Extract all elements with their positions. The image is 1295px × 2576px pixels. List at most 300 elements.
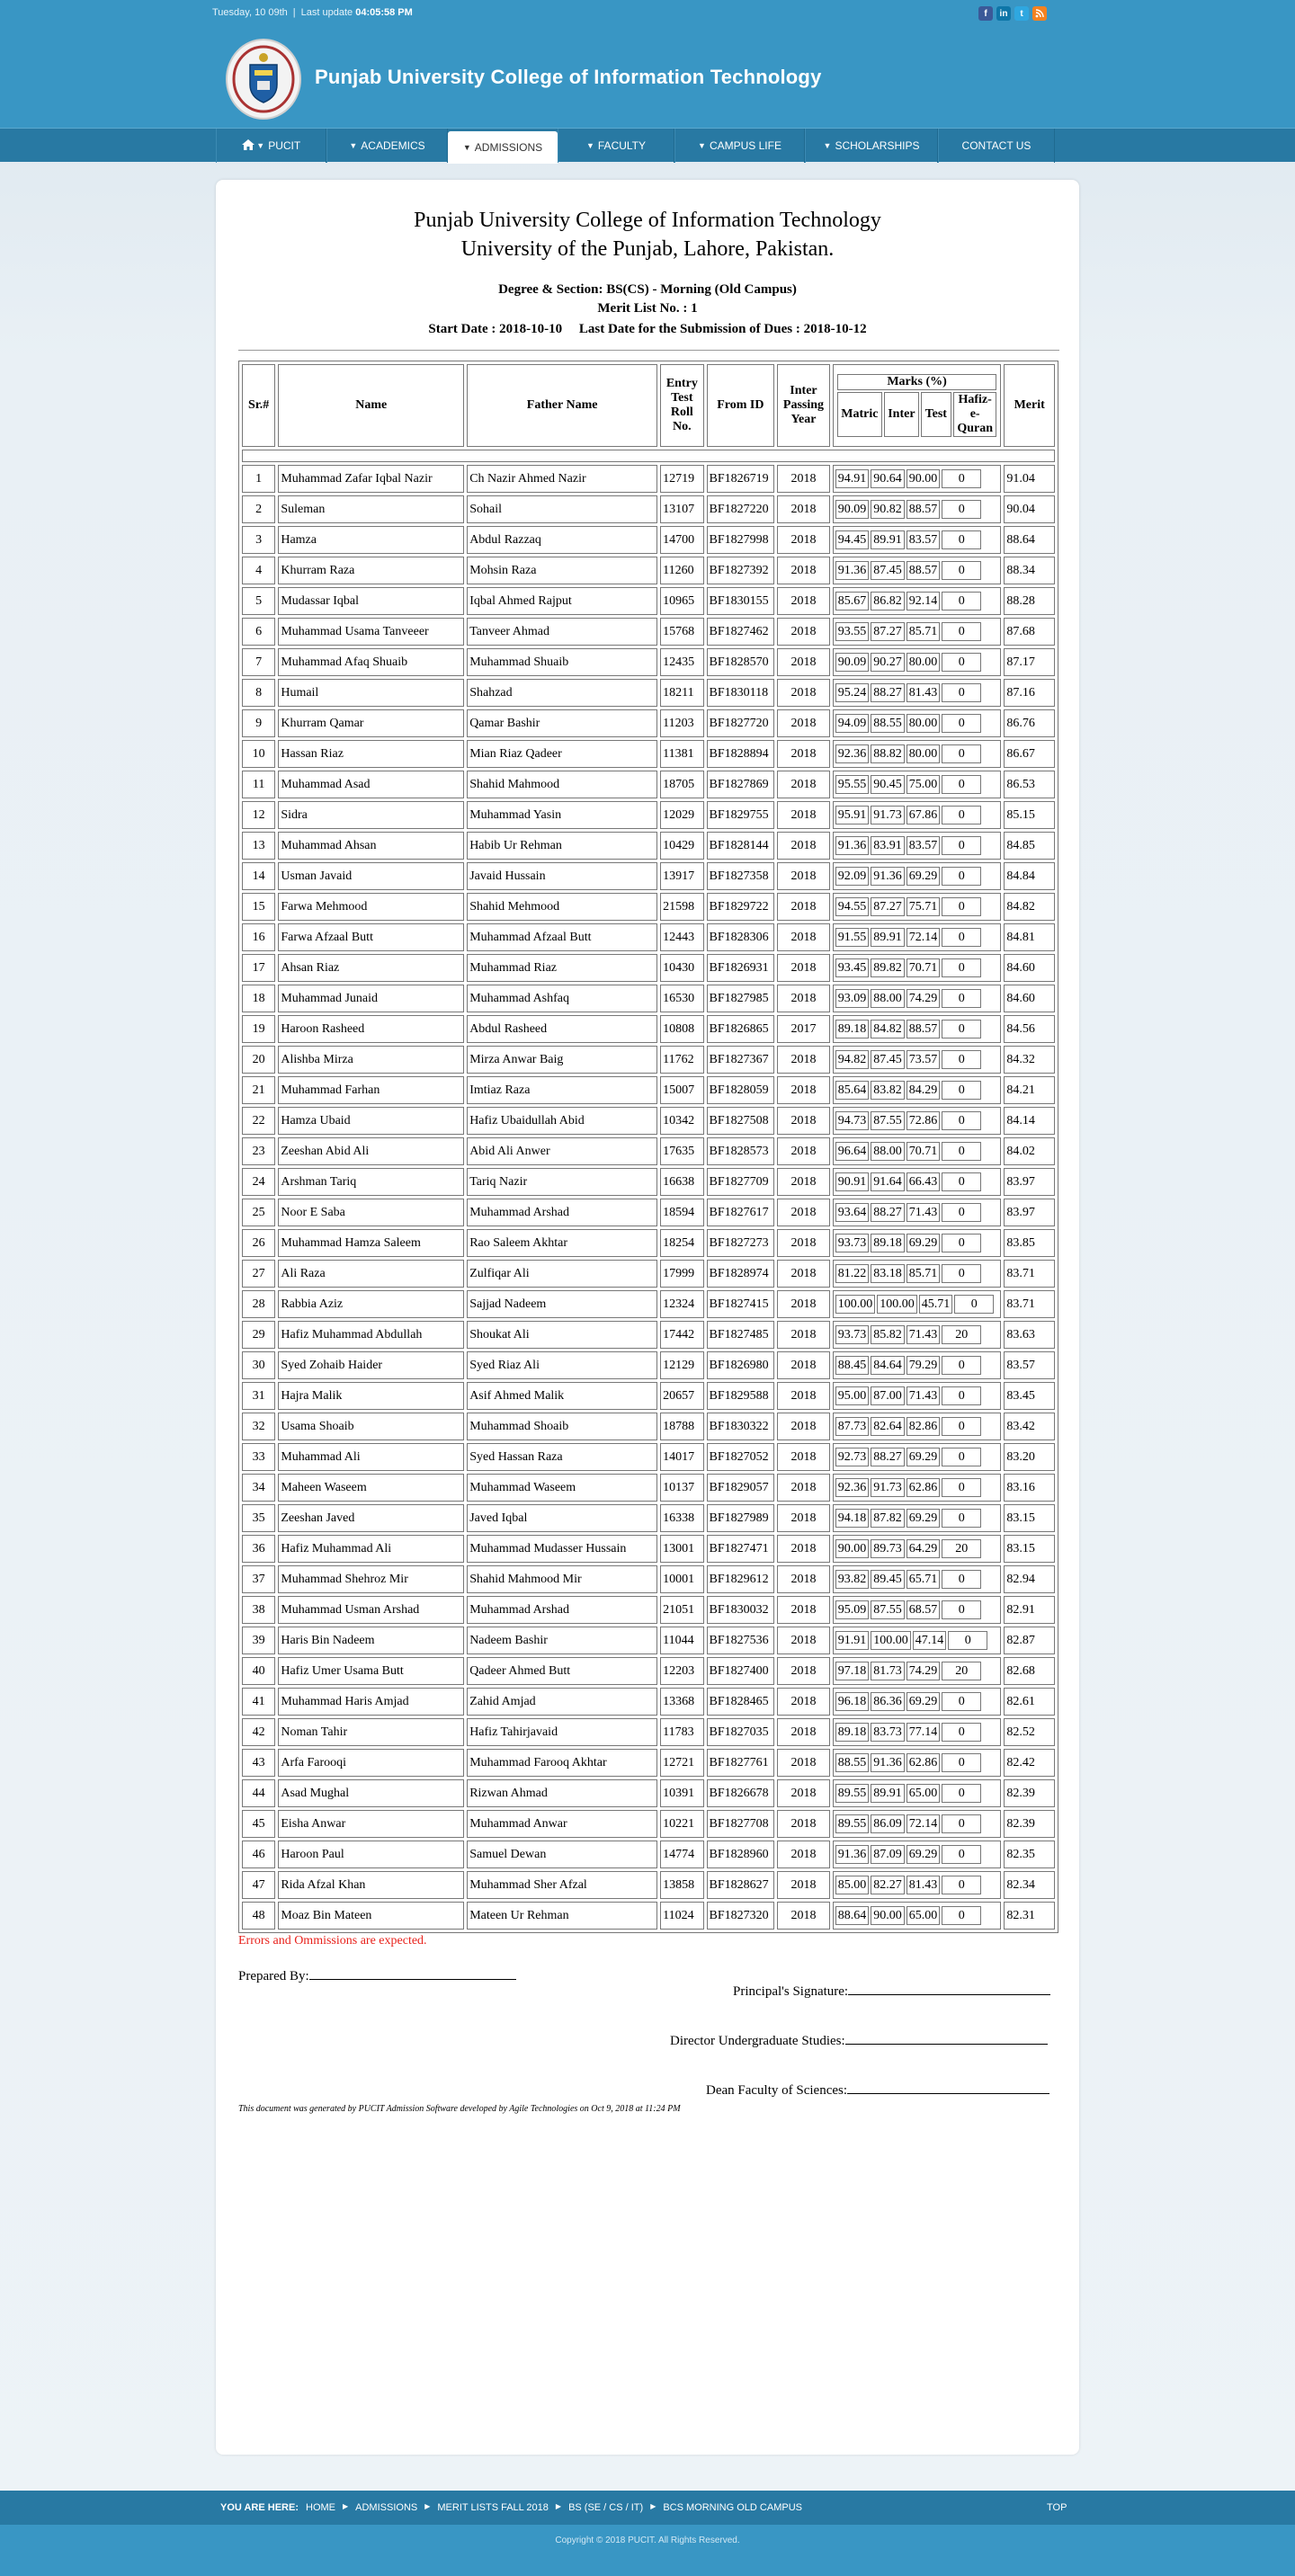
cell-test: 85.71 bbox=[906, 1264, 941, 1283]
col-inter-year: Inter Passing Year bbox=[777, 364, 830, 447]
marks-inner-table bbox=[834, 498, 984, 521]
cell-sr: 15 bbox=[242, 893, 275, 921]
cell-hafiz: 0 bbox=[942, 1570, 981, 1589]
cell-marks bbox=[833, 862, 1002, 890]
cell-marks bbox=[833, 465, 1002, 493]
cell-roll-no: 16530 bbox=[660, 985, 703, 1012]
cell-matric: 87.73 bbox=[835, 1417, 870, 1436]
cell-hafiz: 0 bbox=[942, 897, 981, 916]
cell-sr: 27 bbox=[242, 1260, 275, 1288]
cell-father-name: Nadeem Bashir bbox=[467, 1627, 657, 1654]
cell-matric: 95.00 bbox=[835, 1386, 870, 1405]
nav-contact-us[interactable] bbox=[938, 129, 1055, 163]
cell-inter-year: 2018 bbox=[777, 1841, 830, 1868]
cell-matric: 91.36 bbox=[835, 1845, 870, 1864]
cell-sr: 41 bbox=[242, 1688, 275, 1716]
cell-merit: 82.68 bbox=[1004, 1657, 1055, 1685]
cell-father-name: Qadeer Ahmed Butt bbox=[467, 1657, 657, 1685]
nav-scholarships[interactable] bbox=[805, 129, 938, 163]
cell-marks bbox=[833, 679, 1002, 707]
cell-test: 80.00 bbox=[906, 653, 941, 672]
cell-inter: 87.55 bbox=[871, 1600, 905, 1619]
cell-sr: 6 bbox=[242, 618, 275, 646]
cell-test: 45.71 bbox=[919, 1295, 953, 1314]
cell-inter-year: 2018 bbox=[777, 648, 830, 676]
cell-matric: 97.18 bbox=[835, 1662, 870, 1680]
cell-matric: 93.09 bbox=[835, 989, 870, 1008]
marks-header bbox=[835, 372, 999, 439]
cell-father-name: Muhammad Arshad bbox=[467, 1596, 657, 1624]
cell-father-name: Shahzad bbox=[467, 679, 657, 707]
cell-father-name: Muhammad Shoaib bbox=[467, 1413, 657, 1440]
cell-hafiz: 0 bbox=[942, 867, 981, 886]
cell-inter-year: 2018 bbox=[777, 740, 830, 768]
last-update-time: 04:05:58 PM bbox=[355, 7, 413, 18]
cell-name: Usman Javaid bbox=[278, 862, 464, 890]
cell-roll-no: 14700 bbox=[660, 526, 703, 554]
nav-label: ADMISSIONS bbox=[474, 141, 543, 154]
cell-name: Rabbia Aziz bbox=[278, 1290, 464, 1318]
cell-sr: 1 bbox=[242, 465, 275, 493]
col-test: Test bbox=[921, 392, 951, 437]
cell-merit: 83.15 bbox=[1004, 1535, 1055, 1563]
cell-sr: 30 bbox=[242, 1351, 275, 1379]
cell-merit: 84.82 bbox=[1004, 893, 1055, 921]
cell-inter: 89.45 bbox=[871, 1570, 905, 1589]
cell-inter-year: 2018 bbox=[777, 771, 830, 798]
cell-hafiz: 0 bbox=[942, 1784, 981, 1803]
cell-inter-year: 2018 bbox=[777, 526, 830, 554]
breadcrumb-label: YOU ARE HERE: bbox=[220, 2502, 299, 2513]
cell-inter: 87.45 bbox=[871, 561, 905, 580]
cell-matric: 94.73 bbox=[835, 1111, 870, 1130]
nav-campus-life[interactable] bbox=[674, 129, 805, 163]
signature-line bbox=[309, 1979, 516, 1980]
chevron-right-icon: ▶ bbox=[650, 2502, 656, 2510]
cell-roll-no: 10429 bbox=[660, 832, 703, 860]
cell-inter: 84.82 bbox=[871, 1020, 905, 1038]
cell-inter-year: 2018 bbox=[777, 1902, 830, 1930]
cell-name: Maheen Waseem bbox=[278, 1474, 464, 1502]
cell-inter: 84.64 bbox=[871, 1356, 905, 1375]
cell-merit: 84.60 bbox=[1004, 985, 1055, 1012]
cell-sr: 14 bbox=[242, 862, 275, 890]
cell-form-id: BF1828059 bbox=[707, 1076, 775, 1104]
cell-merit: 82.42 bbox=[1004, 1749, 1055, 1777]
cell-roll-no: 13368 bbox=[660, 1688, 703, 1716]
cell-hafiz: 0 bbox=[942, 500, 981, 519]
cell-test: 81.43 bbox=[906, 683, 941, 702]
cell-merit: 82.61 bbox=[1004, 1688, 1055, 1716]
cell-marks bbox=[833, 1290, 1002, 1318]
marks-inner-table bbox=[834, 1385, 984, 1407]
cell-merit: 86.76 bbox=[1004, 709, 1055, 737]
cell-inter: 100.00 bbox=[871, 1631, 911, 1650]
cell-inter-year: 2018 bbox=[777, 1076, 830, 1104]
signature-line bbox=[847, 2093, 1049, 2094]
nav-label: PUCIT bbox=[268, 139, 301, 152]
table-row bbox=[242, 1718, 1055, 1746]
breadcrumb-bs[interactable]: BS (SE / CS / IT) bbox=[568, 2502, 644, 2513]
divider bbox=[238, 350, 1059, 351]
cell-form-id: BF1827761 bbox=[707, 1749, 775, 1777]
cell-father-name: Tanveer Ahmad bbox=[467, 618, 657, 646]
cell-sr: 37 bbox=[242, 1565, 275, 1593]
cell-name: Farwa Mehmood bbox=[278, 893, 464, 921]
cell-merit: 87.68 bbox=[1004, 618, 1055, 646]
cell-sr: 34 bbox=[242, 1474, 275, 1502]
nav-academics[interactable] bbox=[326, 129, 448, 163]
cell-form-id: BF1826719 bbox=[707, 465, 775, 493]
cell-father-name: Javed Iqbal bbox=[467, 1504, 657, 1532]
cell-sr: 10 bbox=[242, 740, 275, 768]
table-row bbox=[242, 1168, 1055, 1196]
cell-inter: 88.55 bbox=[871, 714, 905, 733]
linkedin-icon[interactable]: in bbox=[996, 6, 1011, 21]
cell-form-id: BF1829755 bbox=[707, 801, 775, 829]
cell-hafiz: 0 bbox=[942, 958, 981, 977]
marks-inner-table bbox=[834, 1171, 984, 1193]
cell-father-name: Muhammad Afzaal Butt bbox=[467, 923, 657, 951]
cell-inter: 87.27 bbox=[871, 897, 905, 916]
cell-inter-year: 2018 bbox=[777, 1168, 830, 1196]
cell-hafiz: 0 bbox=[942, 1081, 981, 1100]
facebook-icon[interactable]: f bbox=[978, 6, 993, 21]
cell-marks bbox=[833, 771, 1002, 798]
cell-marks bbox=[833, 1627, 1002, 1654]
cell-inter: 88.00 bbox=[871, 989, 905, 1008]
cell-test: 75.00 bbox=[906, 775, 941, 794]
cell-hafiz: 0 bbox=[942, 1845, 981, 1864]
cell-name: Muhammad Hamza Saleem bbox=[278, 1229, 464, 1257]
cell-inter-year: 2018 bbox=[777, 1199, 830, 1226]
cell-marks bbox=[833, 1443, 1002, 1471]
cell-name: Alishba Mirza bbox=[278, 1046, 464, 1074]
cell-test: 71.43 bbox=[906, 1386, 941, 1405]
cell-roll-no: 16338 bbox=[660, 1504, 703, 1532]
cell-marks bbox=[833, 954, 1002, 982]
cell-marks bbox=[833, 1107, 1002, 1135]
table-row bbox=[242, 557, 1055, 584]
table-row bbox=[242, 679, 1055, 707]
table-row bbox=[242, 771, 1055, 798]
cell-test: 65.71 bbox=[906, 1570, 941, 1589]
cell-name: Hafiz Muhammad Ali bbox=[278, 1535, 464, 1563]
marks-title: Marks (%) bbox=[837, 374, 997, 390]
cell-test: 71.43 bbox=[906, 1203, 941, 1222]
marks-inner-table bbox=[834, 1813, 984, 1835]
cell-inter: 89.82 bbox=[871, 958, 905, 977]
breadcrumb-home[interactable]: HOME bbox=[306, 2502, 335, 2513]
cell-father-name: Muhammad Sher Afzal bbox=[467, 1871, 657, 1899]
cell-merit: 82.34 bbox=[1004, 1871, 1055, 1899]
cell-inter: 86.09 bbox=[871, 1814, 905, 1833]
cell-sr: 45 bbox=[242, 1810, 275, 1838]
cell-form-id: BF1827273 bbox=[707, 1229, 775, 1257]
cell-inter-year: 2018 bbox=[777, 893, 830, 921]
table-row bbox=[242, 1810, 1055, 1838]
cell-roll-no: 11381 bbox=[660, 740, 703, 768]
cell-father-name: Shahid Mehmood bbox=[467, 893, 657, 921]
cell-form-id: BF1827485 bbox=[707, 1321, 775, 1349]
cell-form-id: BF1827415 bbox=[707, 1290, 775, 1318]
cell-inter: 87.55 bbox=[871, 1111, 905, 1130]
table-row bbox=[242, 1107, 1055, 1135]
cell-form-id: BF1827989 bbox=[707, 1504, 775, 1532]
cell-roll-no: 12435 bbox=[660, 648, 703, 676]
university-logo[interactable] bbox=[225, 38, 302, 120]
cell-inter-year: 2018 bbox=[777, 495, 830, 523]
cell-father-name: Abid Ali Anwer bbox=[467, 1137, 657, 1165]
cell-inter: 91.36 bbox=[871, 867, 905, 886]
nav-pucit[interactable] bbox=[216, 129, 326, 163]
cell-matric: 93.73 bbox=[835, 1234, 870, 1252]
cell-father-name: Syed Riaz Ali bbox=[467, 1351, 657, 1379]
cell-hafiz: 0 bbox=[942, 806, 981, 824]
marks-inner-table bbox=[834, 896, 984, 918]
cell-inter-year: 2018 bbox=[777, 1504, 830, 1532]
cell-test: 68.57 bbox=[906, 1600, 941, 1619]
table-row bbox=[242, 1871, 1055, 1899]
cell-marks bbox=[833, 1871, 1002, 1899]
cell-form-id: BF1827035 bbox=[707, 1718, 775, 1746]
main-nav-bar bbox=[0, 128, 1295, 162]
cell-inter: 86.82 bbox=[871, 592, 905, 611]
cell-roll-no: 14017 bbox=[660, 1443, 703, 1471]
marks-inner-table bbox=[834, 1538, 984, 1560]
cell-father-name: Mian Riaz Qadeer bbox=[467, 740, 657, 768]
cell-test: 85.71 bbox=[906, 622, 941, 641]
cell-inter-year: 2018 bbox=[777, 954, 830, 982]
table-row bbox=[242, 1382, 1055, 1410]
cell-father-name: Hafiz Ubaidullah Abid bbox=[467, 1107, 657, 1135]
cell-sr: 28 bbox=[242, 1290, 275, 1318]
cell-roll-no: 17442 bbox=[660, 1321, 703, 1349]
cell-test: 90.00 bbox=[906, 469, 941, 488]
cell-sr: 3 bbox=[242, 526, 275, 554]
cell-name: Muhammad Junaid bbox=[278, 985, 464, 1012]
marks-inner-table bbox=[834, 559, 984, 582]
marks-inner-table bbox=[834, 1201, 984, 1224]
cell-name: Zeeshan Abid Ali bbox=[278, 1137, 464, 1165]
cell-merit: 90.04 bbox=[1004, 495, 1055, 523]
cell-inter: 90.82 bbox=[871, 500, 905, 519]
cell-sr: 38 bbox=[242, 1596, 275, 1624]
marks-inner-table bbox=[834, 1599, 984, 1621]
marks-inner-table bbox=[834, 1415, 984, 1438]
cell-matric: 90.91 bbox=[835, 1172, 870, 1191]
cell-inter-year: 2018 bbox=[777, 587, 830, 615]
table-row bbox=[242, 465, 1055, 493]
chevron-down-icon: ▼ bbox=[349, 141, 358, 150]
cell-roll-no: 12203 bbox=[660, 1657, 703, 1685]
cell-father-name: Muhammad Farooq Akhtar bbox=[467, 1749, 657, 1777]
cell-name: Ali Raza bbox=[278, 1260, 464, 1288]
cell-form-id: BF1829057 bbox=[707, 1474, 775, 1502]
nav-admissions[interactable] bbox=[448, 131, 558, 164]
chevron-down-icon: ▼ bbox=[698, 141, 706, 150]
degree-section: Degree & Section: BS(CS) - Morning (Old Campus) bbox=[498, 282, 797, 297]
cell-hafiz: 0 bbox=[942, 1111, 981, 1130]
cell-matric: 94.82 bbox=[835, 1050, 870, 1069]
cell-merit: 84.81 bbox=[1004, 923, 1055, 951]
cell-marks bbox=[833, 1474, 1002, 1502]
table-row bbox=[242, 1076, 1055, 1104]
table-row bbox=[242, 1504, 1055, 1532]
top-bar: Tuesday, 10 09th | Last update 04:05:58 PM bbox=[212, 7, 413, 18]
cell-inter: 89.91 bbox=[871, 1784, 905, 1803]
cell-roll-no: 11024 bbox=[660, 1902, 703, 1930]
cell-merit: 84.84 bbox=[1004, 862, 1055, 890]
cell-matric: 95.09 bbox=[835, 1600, 870, 1619]
cell-name: Humail bbox=[278, 679, 464, 707]
cell-inter: 83.82 bbox=[871, 1081, 905, 1100]
cell-inter: 87.82 bbox=[871, 1509, 905, 1528]
cell-name: Haris Bin Nadeem bbox=[278, 1627, 464, 1654]
cell-inter-year: 2018 bbox=[777, 1657, 830, 1685]
cell-test: 66.43 bbox=[906, 1172, 941, 1191]
cell-roll-no: 11762 bbox=[660, 1046, 703, 1074]
cell-inter: 88.82 bbox=[871, 744, 905, 763]
cell-marks bbox=[833, 985, 1002, 1012]
table-row bbox=[242, 862, 1055, 890]
table-row bbox=[242, 985, 1055, 1012]
cell-hafiz: 0 bbox=[942, 1264, 981, 1283]
twitter-icon[interactable]: t bbox=[1014, 6, 1029, 21]
cell-test: 69.29 bbox=[906, 1448, 941, 1466]
cell-roll-no: 12721 bbox=[660, 1749, 703, 1777]
cell-hafiz: 0 bbox=[942, 714, 981, 733]
nav-faculty[interactable] bbox=[558, 129, 674, 163]
university-location: University of the Punjab, Lahore, Pakistan. bbox=[460, 237, 835, 261]
cell-sr: 33 bbox=[242, 1443, 275, 1471]
cell-matric: 90.00 bbox=[835, 1539, 870, 1558]
marks-inner-table bbox=[834, 1232, 984, 1254]
cell-test: 74.29 bbox=[906, 989, 941, 1008]
cell-inter: 90.00 bbox=[871, 1906, 905, 1925]
cell-inter: 91.73 bbox=[871, 1478, 905, 1497]
cell-roll-no: 21598 bbox=[660, 893, 703, 921]
cell-name: Noor E Saba bbox=[278, 1199, 464, 1226]
dates-line bbox=[0, 322, 1295, 337]
cell-test: 62.86 bbox=[906, 1753, 941, 1772]
cell-sr: 43 bbox=[242, 1749, 275, 1777]
cell-sr: 47 bbox=[242, 1871, 275, 1899]
cell-inter: 91.64 bbox=[871, 1172, 905, 1191]
cell-inter: 88.27 bbox=[871, 1203, 905, 1222]
cell-roll-no: 10001 bbox=[660, 1565, 703, 1593]
back-to-top-link[interactable]: TOP bbox=[1047, 2502, 1067, 2513]
cell-inter: 87.45 bbox=[871, 1050, 905, 1069]
cell-inter: 87.00 bbox=[871, 1386, 905, 1405]
nav-label: CONTACT US bbox=[961, 139, 1032, 152]
cell-father-name: Shoukat Ali bbox=[467, 1321, 657, 1349]
cell-sr: 36 bbox=[242, 1535, 275, 1563]
principal-label: Principal's Signature: bbox=[733, 1984, 849, 1999]
cell-name: Hassan Riaz bbox=[278, 740, 464, 768]
cell-inter: 87.09 bbox=[871, 1845, 905, 1864]
table-header-row bbox=[242, 364, 1055, 447]
cell-sr: 4 bbox=[242, 557, 275, 584]
cell-form-id: BF1827998 bbox=[707, 526, 775, 554]
cell-marks bbox=[833, 557, 1002, 584]
rss-icon[interactable] bbox=[1032, 6, 1047, 21]
cell-matric: 89.55 bbox=[835, 1784, 870, 1803]
cell-inter: 88.00 bbox=[871, 1142, 905, 1161]
cell-name: Farwa Afzaal Butt bbox=[278, 923, 464, 951]
col-hafiz: Hafiz-e-Quran bbox=[953, 392, 997, 437]
table-row bbox=[242, 1443, 1055, 1471]
cell-form-id: BF1828974 bbox=[707, 1260, 775, 1288]
table-row bbox=[242, 526, 1055, 554]
site-title[interactable]: Punjab University College of Information Technology bbox=[315, 66, 822, 88]
table-row bbox=[242, 1321, 1055, 1349]
breadcrumb bbox=[0, 2491, 1295, 2525]
cell-marks bbox=[833, 1779, 1002, 1807]
cell-inter-year: 2018 bbox=[777, 1718, 830, 1746]
cell-matric: 91.36 bbox=[835, 561, 870, 580]
copyright: Copyright © 2018 PUCIT. All Rights Reserved. bbox=[555, 2536, 740, 2545]
cell-marks bbox=[833, 893, 1002, 921]
table-row bbox=[242, 1688, 1055, 1716]
cell-form-id: BF1827471 bbox=[707, 1535, 775, 1563]
cell-inter: 89.18 bbox=[871, 1234, 905, 1252]
cell-father-name: Muhammad Ashfaq bbox=[467, 985, 657, 1012]
cell-form-id: BF1827367 bbox=[707, 1046, 775, 1074]
cell-roll-no: 10137 bbox=[660, 1474, 703, 1502]
cell-name: Muhammad Afaq Shuaib bbox=[278, 648, 464, 676]
cell-inter: 83.73 bbox=[871, 1723, 905, 1742]
cell-hafiz: 0 bbox=[942, 1172, 981, 1191]
main-nav bbox=[216, 129, 1055, 163]
cell-marks bbox=[833, 1718, 1002, 1746]
cell-merit: 87.17 bbox=[1004, 648, 1055, 676]
cell-merit: 82.39 bbox=[1004, 1779, 1055, 1807]
cell-marks bbox=[833, 709, 1002, 737]
cell-name: Rida Afzal Khan bbox=[278, 1871, 464, 1899]
cell-sr: 17 bbox=[242, 954, 275, 982]
cell-roll-no: 12324 bbox=[660, 1290, 703, 1318]
cell-name: Muhammad Ali bbox=[278, 1443, 464, 1471]
cell-marks bbox=[833, 1137, 1002, 1165]
merit-table bbox=[238, 361, 1058, 1933]
cell-marks bbox=[833, 1076, 1002, 1104]
cell-name: Muhammad Haris Amjad bbox=[278, 1688, 464, 1716]
cell-marks bbox=[833, 1810, 1002, 1838]
marks-inner-table bbox=[834, 926, 984, 949]
marks-inner-table bbox=[834, 1018, 984, 1040]
marks-inner-table bbox=[834, 712, 984, 735]
marks-inner-table bbox=[834, 1079, 984, 1101]
cell-father-name: Abdul Razzaq bbox=[467, 526, 657, 554]
marks-inner-table bbox=[834, 1476, 984, 1499]
cell-sr: 2 bbox=[242, 495, 275, 523]
cell-roll-no: 18211 bbox=[660, 679, 703, 707]
breadcrumb-merit-lists[interactable]: MERIT LISTS FALL 2018 bbox=[437, 2502, 549, 2513]
cell-marks bbox=[833, 801, 1002, 829]
cell-inter-year: 2018 bbox=[777, 1290, 830, 1318]
marks-inner-table bbox=[834, 682, 984, 704]
cell-father-name: Rizwan Ahmad bbox=[467, 1779, 657, 1807]
breadcrumb-admissions[interactable]: ADMISSIONS bbox=[355, 2502, 418, 2513]
cell-test: 92.14 bbox=[906, 592, 941, 611]
cell-form-id: BF1829722 bbox=[707, 893, 775, 921]
cell-merit: 82.87 bbox=[1004, 1627, 1055, 1654]
cell-marks bbox=[833, 495, 1002, 523]
cell-merit: 82.91 bbox=[1004, 1596, 1055, 1624]
table-row bbox=[242, 1902, 1055, 1930]
cell-merit: 86.67 bbox=[1004, 740, 1055, 768]
